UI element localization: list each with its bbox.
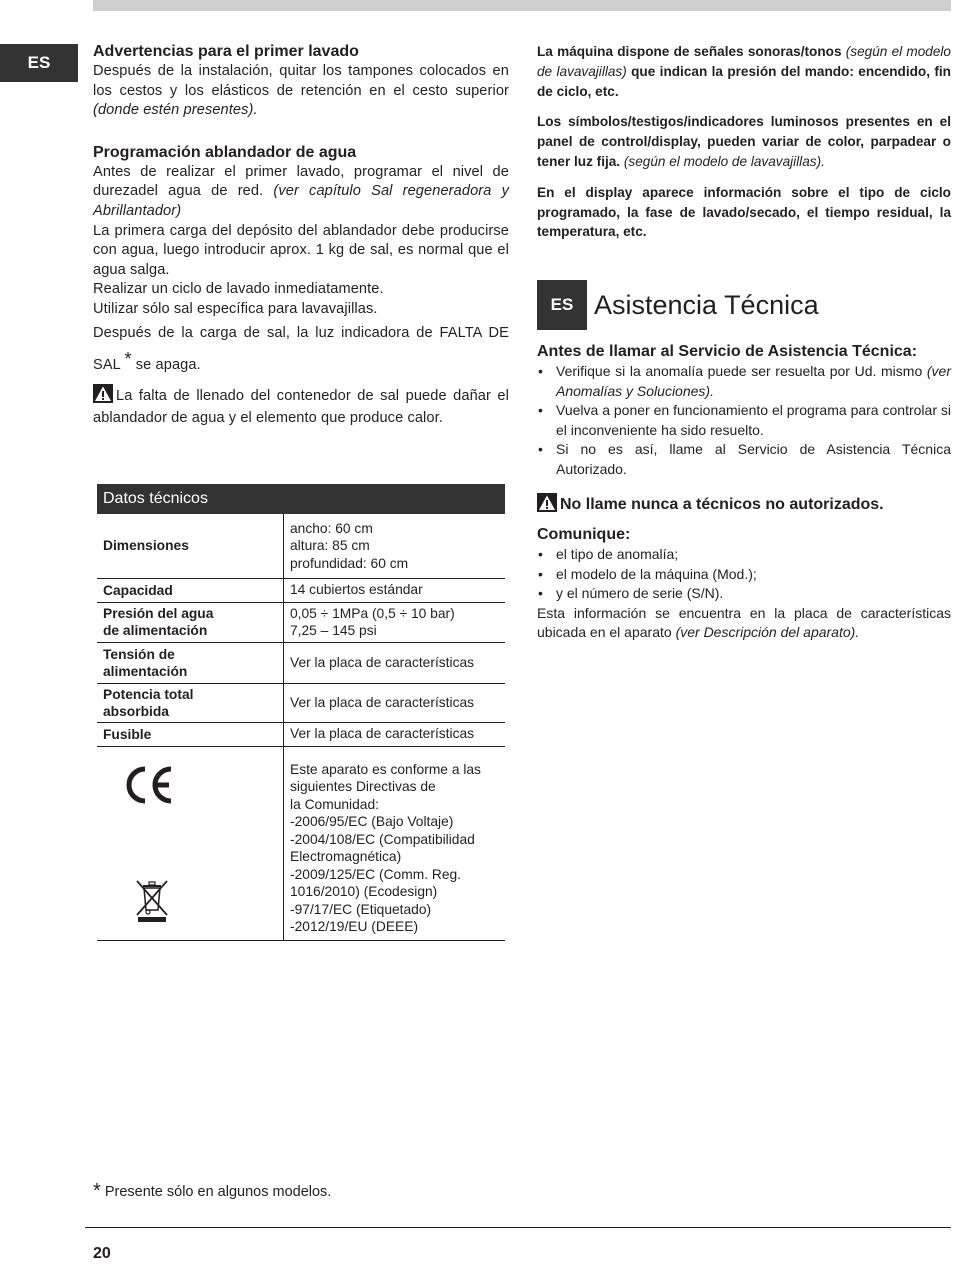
row-key-line: Presión del agua bbox=[103, 606, 214, 621]
table-row bbox=[97, 578, 505, 602]
left-column bbox=[93, 42, 509, 449]
warning-triangle-icon bbox=[537, 493, 557, 517]
sounds-model-note: (según el modelo de lavavajillas) bbox=[537, 44, 951, 79]
table-row bbox=[97, 514, 505, 578]
row-value: Ver la placa de características bbox=[284, 642, 506, 683]
assistance-heading bbox=[537, 280, 951, 330]
indicators-text: Los símbolos/testigos/indicadores luminosos presentes en el panel de control/display, pueden variar de color, parpadear o tener luz fija. bbox=[537, 114, 951, 169]
softener-p5 bbox=[93, 320, 509, 378]
list-item: • Si no es así, llame al Servicio de Asistencia Técnica Autorizado. bbox=[537, 440, 951, 479]
compliance-line: -2006/95/EC (Bajo Voltaje) bbox=[290, 814, 454, 829]
row-value: Ver la placa de características bbox=[284, 722, 506, 746]
row-key bbox=[97, 642, 284, 683]
row-key-line: Tensión de bbox=[103, 646, 175, 662]
softener-p5b: se apaga. bbox=[135, 356, 201, 373]
compliance-line: -2004/108/EC (Compatibilidad bbox=[290, 831, 475, 847]
list-item-text: Verifique si la anomalía puede ser resuelta por Ud. mismo bbox=[556, 363, 923, 380]
warning-triangle-icon bbox=[93, 384, 113, 410]
compliance-line: siguientes Directivas de bbox=[290, 779, 436, 794]
compliance-line: Electromagnética) bbox=[290, 849, 402, 864]
softener-p1-ref: (ver capítulo Sal regeneradora y Abrillantador) bbox=[93, 183, 509, 219]
compliance-line: -97/17/EC (Etiquetado) bbox=[290, 901, 432, 917]
footnote bbox=[93, 1180, 331, 1203]
compliance-text bbox=[284, 746, 506, 940]
row-value-line: ancho: 60 cm bbox=[290, 520, 373, 536]
softener-p2: La primera carga del depósito del ablandador debe producirse con agua, luego introducir aprox. 1 kg de sal, es normal que el agua salga. bbox=[93, 222, 509, 278]
row-key-line: alimentación bbox=[103, 663, 188, 679]
row-key bbox=[97, 602, 284, 642]
before-call-list bbox=[537, 362, 951, 479]
row-value: Ver la placa de características bbox=[284, 683, 506, 722]
softener-title: Programación ablandador de agua bbox=[93, 143, 357, 161]
list-item-ref: (ver Anomalías y Soluciones). bbox=[556, 363, 952, 399]
list-item: • y el número de serie (S/N). bbox=[537, 584, 951, 604]
right-column bbox=[537, 42, 951, 643]
list-item: • el modelo de la máquina (Mod.); bbox=[537, 565, 951, 585]
sounds-text: La máquina dispone de señales sonoras/tonos bbox=[537, 44, 842, 59]
softener-p5a: Después de la carga de sal, la luz indicadora de FALTA DE SAL bbox=[93, 324, 509, 373]
first-wash-section bbox=[93, 42, 509, 121]
indicators-model-note: (según el modelo de lavavajillas). bbox=[623, 153, 825, 169]
closing-paragraph bbox=[537, 604, 951, 643]
es-badge: ES bbox=[537, 280, 587, 330]
row-value-line: altura: 85 cm bbox=[290, 538, 370, 553]
before-call-heading: Antes de llamar al Servicio de Asistencia Técnica: bbox=[537, 343, 918, 361]
indicators-paragraph bbox=[537, 112, 951, 171]
footnote-star: * bbox=[93, 1180, 101, 1202]
first-wash-text bbox=[93, 62, 509, 121]
footnote-text: Presente sólo en algunos modelos. bbox=[104, 1184, 332, 1200]
row-value bbox=[284, 602, 506, 642]
closing-ref: (ver Descripción del aparato). bbox=[675, 624, 860, 641]
row-key-line: Potencia total bbox=[103, 686, 194, 702]
first-wash-note: (donde estén presentes). bbox=[93, 102, 258, 119]
row-value bbox=[284, 514, 506, 578]
display-paragraph: En el display aparece información sobre el tipo de ciclo programado, la fase de lavado/secado, el tiempo residual, la temperatura, etc. bbox=[537, 184, 951, 240]
list-item bbox=[537, 362, 951, 401]
no-unauthorized-warning bbox=[537, 493, 951, 517]
compliance-line: -2012/19/EU (DEEE) bbox=[290, 919, 419, 934]
table-row bbox=[97, 722, 505, 746]
row-key: Capacidad bbox=[97, 578, 284, 602]
top-bar bbox=[93, 0, 951, 11]
table-header: Datos técnicos bbox=[97, 484, 505, 514]
softener-p1-text: Antes de realizar el primer lavado, programar el nivel de durezadel agua de red. bbox=[93, 163, 509, 200]
marks-cell bbox=[97, 746, 284, 940]
compliance-line: 1016/2010) (Ecodesign) bbox=[290, 884, 438, 899]
bottom-rule bbox=[85, 1227, 951, 1228]
row-key: Fusible bbox=[97, 722, 284, 746]
table-row bbox=[97, 746, 505, 940]
compliance-line: -2009/125/EC (Comm. Reg. bbox=[290, 866, 461, 882]
compliance-line: la Comunidad: bbox=[290, 796, 379, 812]
table-row bbox=[97, 683, 505, 722]
compliance-line: Este aparato es conforme a las bbox=[290, 761, 481, 777]
row-key: Dimensiones bbox=[97, 514, 284, 578]
first-wash-body: Después de la instalación, quitar los tampones colocados en los cestos y los elásticos de retención en el cesto superior bbox=[93, 63, 509, 99]
language-tab: ES bbox=[0, 44, 78, 82]
footnote-star-ref: * bbox=[124, 348, 132, 369]
row-key bbox=[97, 683, 284, 722]
row-key-line: absorbida bbox=[103, 703, 169, 719]
comunique-heading: Comunique: bbox=[537, 526, 631, 544]
softener-p3: Realizar un ciclo de lavado inmediatamente. bbox=[93, 281, 384, 298]
row-value-line: 7,25 – 145 psi bbox=[290, 623, 377, 638]
softener-p4: Utilizar sólo sal específica para lavavajillas. bbox=[93, 300, 378, 317]
row-value: 14 cubiertos estándar bbox=[284, 578, 506, 602]
row-value-line: 0,05 ÷ 1MPa (0,5 ÷ 10 bar) bbox=[290, 605, 455, 621]
table-row bbox=[97, 642, 505, 683]
crossed-bin-icon bbox=[135, 879, 277, 927]
technical-data-table bbox=[97, 484, 505, 941]
softener-p1 bbox=[93, 163, 509, 222]
list-item: • el tipo de anomalía; bbox=[537, 545, 951, 565]
sounds-paragraph bbox=[537, 42, 951, 101]
table-row bbox=[97, 602, 505, 642]
softener-warning bbox=[93, 384, 509, 429]
softener-warning-text: La falta de llenado del contenedor de sal puede dañar el ablandador de agua y el elemento que produce calor. bbox=[93, 387, 509, 427]
row-key-line: de alimentación bbox=[103, 623, 208, 638]
assistance-title: Asistencia Técnica bbox=[594, 289, 819, 320]
table-header-row bbox=[97, 484, 505, 514]
page-number: 20 bbox=[93, 1245, 111, 1262]
ce-mark-icon bbox=[123, 765, 277, 809]
closing-text: Esta información se encuentra en la placa de características ubicada en el aparato bbox=[537, 604, 951, 641]
first-wash-title: Advertencias para el primer lavado bbox=[93, 43, 359, 60]
list-item: • Vuelva a poner en funcionamiento el programa para controlar si el inconveniente ha sido resuelto. bbox=[537, 401, 951, 440]
sounds-text-end: que indican la presión del mando: encendido, fin de ciclo, etc. bbox=[537, 63, 951, 99]
comunique-list bbox=[537, 545, 951, 604]
row-value-line: profundidad: 60 cm bbox=[290, 555, 409, 571]
softener-section bbox=[93, 143, 509, 429]
no-unauthorized-text: No llame nunca a técnicos no autorizados. bbox=[560, 496, 884, 514]
